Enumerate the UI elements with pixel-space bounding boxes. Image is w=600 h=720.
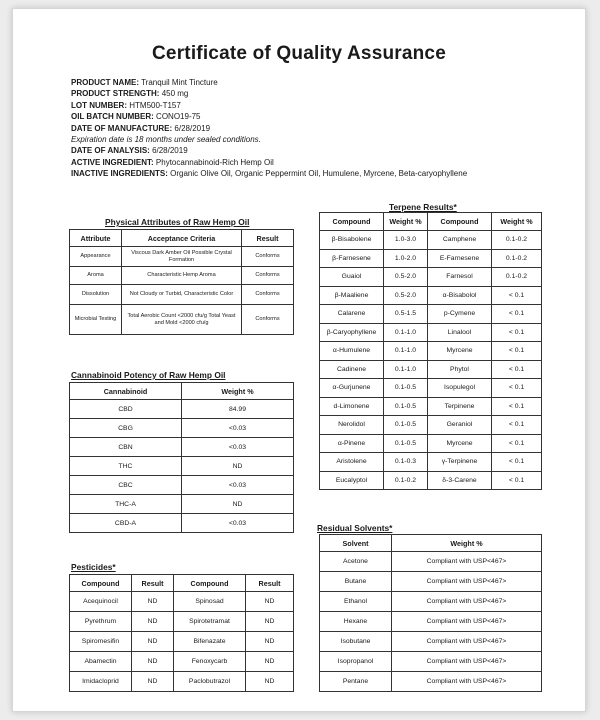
cannabinoid-potency-table bbox=[69, 382, 294, 533]
table-row: α-Pinene 0.1-0.5 Myrcene < 0.1 bbox=[320, 434, 542, 453]
column-header: Weight % bbox=[384, 213, 428, 231]
terpene-results-title: Terpene Results* bbox=[389, 202, 457, 212]
table-row: α-Gurjunene 0.1-0.5 Isopulegol < 0.1 bbox=[320, 379, 542, 398]
product-info bbox=[71, 77, 467, 180]
info-active-ingredient: ACTIVE INGREDIENT: Phytocannabinoid-Rich Hemp Oil bbox=[71, 157, 274, 167]
table-row: CBD 84.99 bbox=[70, 400, 294, 419]
table-header-row bbox=[70, 230, 294, 247]
residual-solvents-title: Residual Solvents* bbox=[317, 523, 393, 533]
table-row: CBG <0.03 bbox=[70, 419, 294, 438]
column-header: Weight % bbox=[392, 535, 542, 552]
column-header: Result bbox=[242, 230, 294, 247]
column-header: Compound bbox=[428, 213, 492, 231]
table-row: Isobutane Compliant with USP<467> bbox=[320, 632, 542, 652]
table-header-row bbox=[70, 575, 294, 592]
table-header-row bbox=[320, 535, 542, 552]
table-row: d-Limonene 0.1-0.5 Terpinene < 0.1 bbox=[320, 397, 542, 416]
column-header: Compound bbox=[174, 575, 246, 592]
info-inactive-ingredients: INACTIVE INGREDIENTS: Organic Olive Oil, Organic Peppermint Oil, Humulene, Myrcene, Beta-caryophyllene bbox=[71, 169, 468, 179]
info-date-of-analysis: DATE OF ANALYSIS: 6/28/2019 bbox=[71, 146, 188, 156]
table-header-row bbox=[320, 213, 542, 231]
table-row: β-Farnesene 1.0-2.0 E-Farnesene 0.1-0.2 bbox=[320, 249, 542, 268]
table-row: β-Bisabolene 1.0-3.0 Camphene 0.1-0.2 bbox=[320, 231, 542, 250]
table-row: Spiromesifin ND Bifenazate ND bbox=[70, 632, 294, 652]
column-header: Attribute bbox=[70, 230, 122, 247]
table-row: CBN <0.03 bbox=[70, 438, 294, 457]
info-product-name: PRODUCT NAME: Tranquil Mint Tincture bbox=[71, 78, 218, 87]
table-row: Calarene 0.5-1.5 p-Cymene < 0.1 bbox=[320, 305, 542, 324]
info-expiration-note: Expiration date is 18 months under sealed conditions. bbox=[71, 135, 261, 145]
column-header: Compound bbox=[70, 575, 132, 592]
info-lot-number: LOT NUMBER: HTM500-T157 bbox=[71, 100, 181, 110]
terpene-results-table bbox=[319, 212, 542, 490]
certificate-sheet bbox=[12, 8, 586, 712]
table-row: Isopropanol Compliant with USP<467> bbox=[320, 652, 542, 672]
document-title: Certificate of Quality Assurance bbox=[152, 43, 446, 64]
physical-attributes-table bbox=[69, 229, 294, 335]
table-row: Guaiol 0.5-2.0 Farnesol 0.1-0.2 bbox=[320, 268, 542, 287]
physical-attributes-title: Physical Attributes of Raw Hemp Oil bbox=[105, 217, 250, 227]
table-row: THC-A ND bbox=[70, 495, 294, 514]
column-header: Result bbox=[132, 575, 174, 592]
column-header: Cannabinoid bbox=[70, 383, 182, 400]
table-row: CBC <0.03 bbox=[70, 476, 294, 495]
table-row: Pentane Compliant with USP<467> bbox=[320, 672, 542, 692]
table-row: Eucalyptol 0.1-0.2 δ-3-Carene < 0.1 bbox=[320, 471, 542, 490]
table-row: THC ND bbox=[70, 457, 294, 476]
column-header: Acceptance Criteria bbox=[122, 230, 242, 247]
table-row: Ethanol Compliant with USP<467> bbox=[320, 592, 542, 612]
table-row: Appearance Viscous Dark Amber Oil Possible Crystal Formation Conforms bbox=[70, 247, 294, 267]
column-header: Solvent bbox=[320, 535, 392, 552]
pesticides-title: Pesticides* bbox=[71, 562, 116, 572]
table-row: Acetone Compliant with USP<467> bbox=[320, 552, 542, 572]
table-row: CBD-A <0.03 bbox=[70, 514, 294, 533]
column-header: Result bbox=[246, 575, 294, 592]
column-header: Compound bbox=[320, 213, 384, 231]
table-row: Acequinocil ND Spinosad ND bbox=[70, 592, 294, 612]
table-row: Dissolution Not Cloudy or Turbid, Characteristic Color Conforms bbox=[70, 285, 294, 305]
column-header: Weight % bbox=[182, 383, 294, 400]
table-row: Pyrethrum ND Spirotetramat ND bbox=[70, 612, 294, 632]
column-header: Weight % bbox=[492, 213, 542, 231]
table-row: β-Maaliene 0.5-2.0 α-Bisabolol < 0.1 bbox=[320, 286, 542, 305]
table-row: Imidacloprid ND Paclobutrazol ND bbox=[70, 672, 294, 692]
table-row: Cadinene 0.1-1.0 Phytol < 0.1 bbox=[320, 360, 542, 379]
info-product-strength: PRODUCT STRENGTH: 450 mg bbox=[71, 89, 189, 99]
info-oil-batch-number: OIL BATCH NUMBER: CONO19-75 bbox=[71, 112, 201, 122]
table-row: β-Caryophyllene 0.1-1.0 Linalool < 0.1 bbox=[320, 323, 542, 342]
table-row: Butane Compliant with USP<467> bbox=[320, 572, 542, 592]
table-row: Microbial Testing Total Aerobic Count <2000 cfu/g Total Yeast and Mold <2000 cfu/g Conforms bbox=[70, 305, 294, 335]
table-row: Hexane Compliant with USP<467> bbox=[320, 612, 542, 632]
table-row: α-Humulene 0.1-1.0 Myrcene < 0.1 bbox=[320, 342, 542, 361]
table-header-row bbox=[70, 383, 294, 400]
table-row: Aroma Characteristic Hemp Aroma Conforms bbox=[70, 267, 294, 285]
residual-solvents-table bbox=[319, 534, 542, 692]
table-row: Aristolene 0.1-0.3 γ-Terpinene < 0.1 bbox=[320, 453, 542, 472]
pesticides-table bbox=[69, 574, 294, 692]
cannabinoid-potency-title: Cannabinoid Potency of Raw Hemp Oil bbox=[71, 370, 226, 380]
table-row: Nerolidol 0.1-0.5 Geraniol < 0.1 bbox=[320, 416, 542, 435]
table-row: Abamectin ND Fenoxycarb ND bbox=[70, 652, 294, 672]
info-date-of-manufacture: DATE OF MANUFACTURE: 6/28/2019 bbox=[71, 123, 211, 133]
